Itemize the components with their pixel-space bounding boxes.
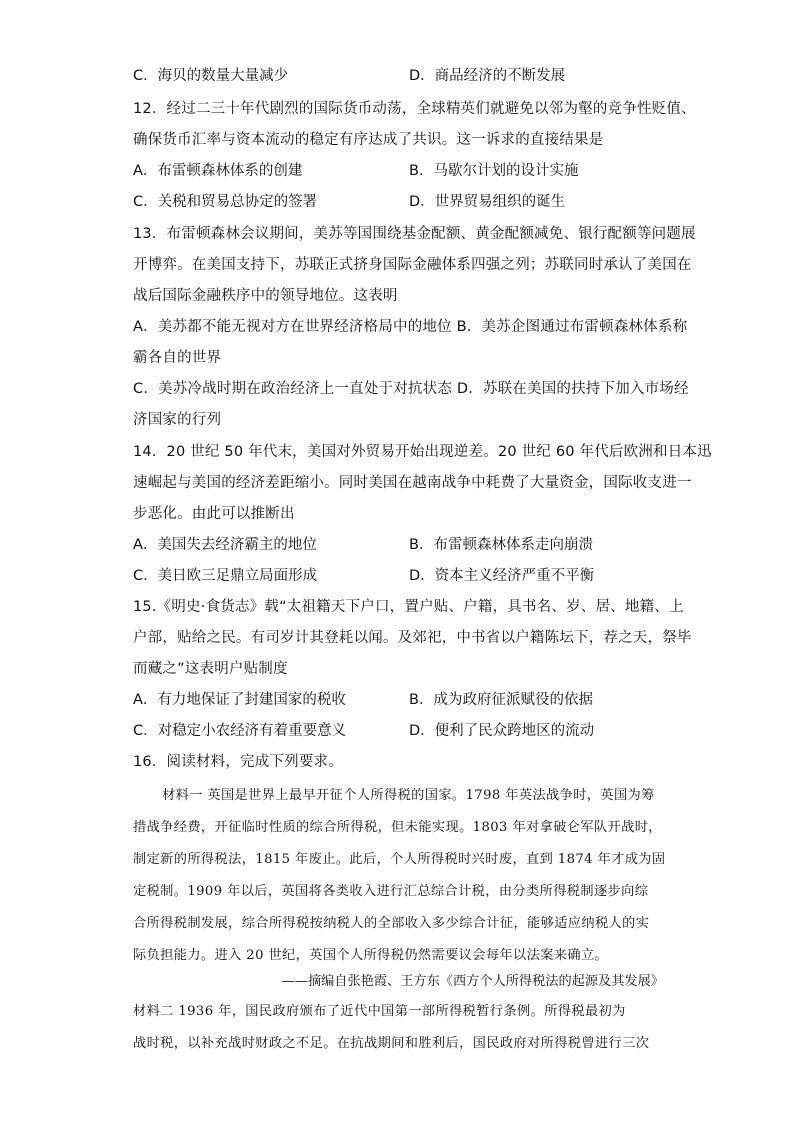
material1-line-5: 合所得税制发展，综合所得税按纳税人的全部收入多少综合计征，能够适应纳税人的实 [133, 916, 650, 931]
q14-option-a: A．美国失去经济霸主的地位 [133, 537, 317, 553]
q15-stem-line-2: 户部，贴给之民。有司岁计其登耗以闻。及郊祀，中书省以户籍陈坛下，荐之天，祭毕 [133, 630, 692, 646]
q14-stem-line-2: 速崛起与美国的经济差距缩小。同时美国在越南战争中耗费了大量资金，国际收支进一 [133, 475, 692, 491]
q13-option-line-1: A．美苏都不能无视对方在世界经济格局中的地位 B．美苏企图通过布雷顿森林体系称 [133, 319, 688, 335]
q12-option-c: C．关税和贸易总协定的签署 [133, 194, 318, 210]
q13-option-line-3: C．美苏冷战时期在政治经济上一直处于对抗状态 D．苏联在美国的扶持下加入市场经 [133, 381, 689, 397]
q12-option-d: D．世界贸易组织的诞生 [409, 194, 566, 210]
q12-stem-line-1: 12．经过二三十年代剧烈的国际货币动荡，全球精英们就避免以邻为壑的竞争性贬值、 [133, 101, 696, 117]
material2-line-1: 材料二 1936 年，国民政府颁布了近代中国第一部所得税暂行条例。所得税最初为 [133, 1004, 626, 1019]
q15-stem-line-1: 15.《明史·食货志》载“太祖籍天下户口，置户贴、户籍，具书名、岁、居、地籍、上 [133, 599, 684, 615]
q12-option-a: A．布雷顿森林体系的创建 [133, 163, 303, 179]
q11-option-c: C．海贝的数量大量减少 [133, 68, 289, 84]
q13-stem-line-3: 战后国际金融秩序中的领导地位。这表明 [133, 288, 398, 304]
material1-line-6: 际负担能力。进入 20 世纪，英国个人所得税仍然需要议会每年以法案来确立。 [133, 948, 609, 963]
q13-option-line-4: 济国家的行列 [133, 412, 222, 428]
q14-stem-line-1: 14．20 世纪 50 年代末，美国对外贸易开始出现逆差。20 世纪 60 年代后欧洲和日本迅 [133, 444, 712, 460]
q16-stem: 16．阅读材料，完成下列要求。 [133, 754, 343, 770]
material1-line-4: 定税制。1909 年以后，英国将各类收入进行汇总综合计税，由分类所得税制逐步向综 [133, 884, 649, 899]
q14-option-d: D．资本主义经济严重不平衡 [409, 568, 595, 584]
material1-line-1: 材料一 英国是世界上最早开征个人所得税的国家。1798 年英法战争时，英国为筹 [162, 788, 655, 803]
q11-option-d: D．商品经济的不断发展 [409, 68, 566, 84]
material1-line-3: 制定新的所得税法，1815 年废止。此后，个人所得税时兴时废，直到 1874 年才成为固 [133, 852, 666, 867]
q13-stem-line-2: 开博弈。在美国支持下，苏联正式挤身国际金融体系四强之列；苏联同时承认了美国在 [133, 257, 692, 273]
q14-option-b: B．布雷顿森林体系走向崩溃 [409, 537, 593, 553]
q15-option-c: C．对稳定小农经济有着重要意义 [133, 723, 347, 739]
q13-stem-line-1: 13．布雷顿森林会议期间，美苏等国围绕基金配额、黄金配额减免、银行配额等问题展 [133, 226, 696, 242]
material1-source: ——摘编自张艳霞、王方东《西方个人所得税法的起源及其发展》 [281, 974, 664, 989]
q13-option-line-2: 霸各自的世界 [133, 350, 222, 366]
q12-option-b: B．马歇尔计划的设计实施 [409, 163, 579, 179]
q12-stem-line-2: 确保货币汇率与资本流动的稳定有序达成了共识。这一诉求的直接结果是 [133, 132, 604, 148]
material2-line-2: 战时税，以补充战时财政之不足。在抗战期间和胜利后，国民政府对所得税曾进行三次 [133, 1036, 650, 1051]
q14-stem-line-3: 步恶化。由此可以推断出 [133, 506, 295, 522]
q15-option-d: D．便利了民众跨地区的流动 [409, 723, 595, 739]
q14-option-c: C．美日欧三足鼎立局面形成 [133, 568, 318, 584]
q15-stem-line-3: 而藏之”这表明户贴制度 [133, 661, 288, 677]
q15-option-a: A．有力地保证了封建国家的税收 [133, 692, 346, 708]
q15-option-b: B．成为政府征派赋役的依据 [409, 692, 593, 708]
material1-line-2: 措战争经费，开征临时性质的综合所得税，但未能实现。1803 年对拿破仑军队开战时， [133, 820, 662, 835]
